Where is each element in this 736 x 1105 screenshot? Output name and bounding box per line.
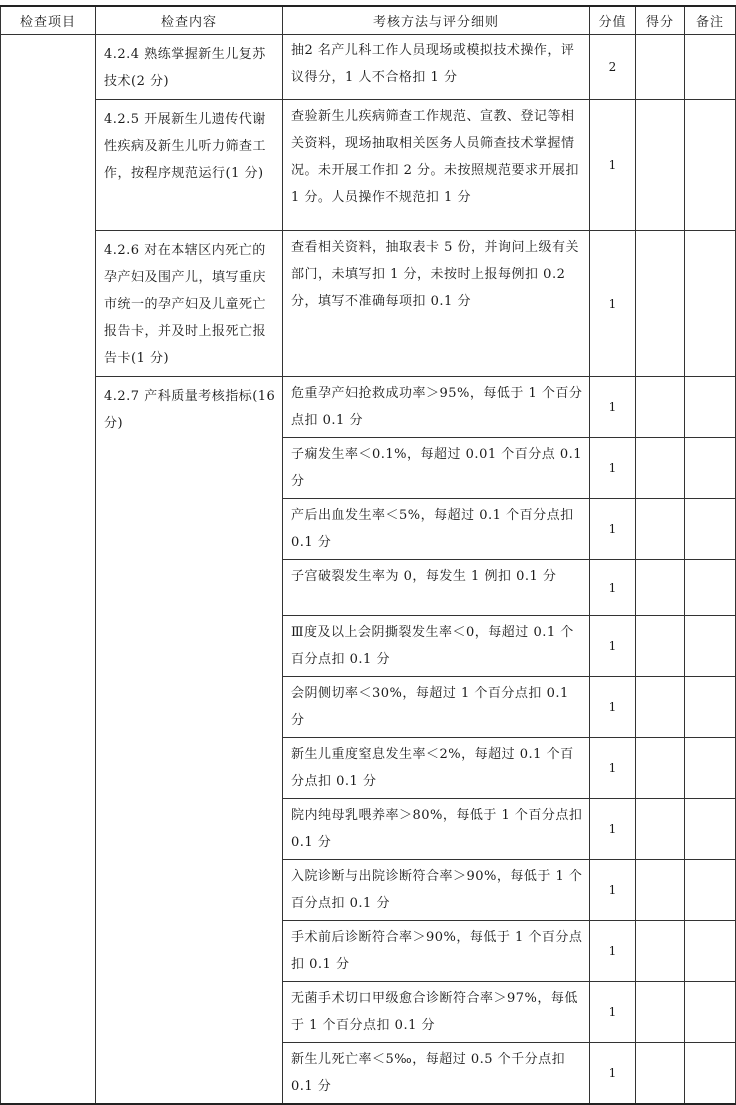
score-cell: 2 — [590, 35, 636, 100]
header-item: 检查项目 — [1, 6, 96, 35]
method-cell: 子痫发生率＜0.1%，每超过 0.01 个百分点 0.1 分 — [283, 438, 590, 499]
header-note: 备注 — [685, 6, 736, 35]
header-method: 考核方法与评分细则 — [283, 6, 590, 35]
got-score-cell[interactable] — [636, 377, 685, 438]
method-cell: 新生儿重度窒息发生率＜2%，每超过 0.1 个百分点扣 0.1 分 — [283, 738, 590, 799]
table-row — [1, 100, 736, 231]
content-cell: 4.2.4 熟练掌握新生儿复苏技术(2 分) — [96, 35, 283, 100]
header-row — [1, 6, 736, 35]
header-got: 得分 — [636, 6, 685, 35]
score-cell: 1 — [590, 921, 636, 982]
note-cell[interactable] — [685, 35, 736, 100]
got-score-cell[interactable] — [636, 677, 685, 738]
header-score: 分值 — [590, 6, 636, 35]
score-cell: 1 — [590, 377, 636, 438]
score-cell: 1 — [590, 1043, 636, 1105]
note-cell[interactable] — [685, 438, 736, 499]
method-cell: 查验新生儿疾病筛查工作规范、宣教、登记等相关资料，现场抽取相关医务人员筛查技术掌握情况。未开展工作扣 2 分。未按照规范要求开展扣 1 分。人员操作不规范扣 1 分 — [283, 100, 590, 231]
method-cell: 无菌手术切口甲级愈合诊断符合率＞97%，每低于 1 个百分点扣 0.1 分 — [283, 982, 590, 1043]
got-score-cell[interactable] — [636, 231, 685, 377]
note-cell[interactable] — [685, 921, 736, 982]
note-cell[interactable] — [685, 1043, 736, 1105]
got-score-cell[interactable] — [636, 1043, 685, 1105]
header-content: 检查内容 — [96, 6, 283, 35]
note-cell[interactable] — [685, 860, 736, 921]
note-cell[interactable] — [685, 499, 736, 560]
got-score-cell[interactable] — [636, 35, 685, 100]
score-cell: 1 — [590, 616, 636, 677]
score-cell: 1 — [590, 100, 636, 231]
note-cell[interactable] — [685, 616, 736, 677]
method-cell: 会阴侧切率＜30%，每超过 1 个百分点扣 0.1 分 — [283, 677, 590, 738]
score-cell: 1 — [590, 799, 636, 860]
method-cell: Ⅲ度及以上会阴撕裂发生率＜0，每超过 0.1 个百分点扣 0.1 分 — [283, 616, 590, 677]
evaluation-table — [0, 5, 736, 1105]
table-row — [1, 377, 736, 438]
method-cell: 查看相关资料，抽取表卡 5 份，并询问上级有关部门，未填写扣 1 分，未按时上报每例扣 0.2 分，填写不准确每项扣 0.1 分 — [283, 231, 590, 377]
method-cell: 危重孕产妇抢救成功率＞95%，每低于 1 个百分点扣 0.1 分 — [283, 377, 590, 438]
got-score-cell[interactable] — [636, 982, 685, 1043]
got-score-cell[interactable] — [636, 616, 685, 677]
score-cell: 1 — [590, 677, 636, 738]
method-cell: 抽2 名产儿科工作人员现场或模拟技术操作，评议得分，1 人不合格扣 1 分 — [283, 35, 590, 100]
content-cell: 4.2.7 产科质量考核指标(16 分) — [96, 377, 283, 1105]
got-score-cell[interactable] — [636, 100, 685, 231]
got-score-cell[interactable] — [636, 860, 685, 921]
score-cell: 1 — [590, 738, 636, 799]
method-cell: 入院诊断与出院诊断符合率＞90%，每低于 1 个百分点扣 0.1 分 — [283, 860, 590, 921]
table-row — [1, 231, 736, 377]
note-cell[interactable] — [685, 100, 736, 231]
method-cell: 新生儿死亡率＜5‰，每超过 0.5 个千分点扣 0.1 分 — [283, 1043, 590, 1105]
method-cell: 子宫破裂发生率为 0，每发生 1 例扣 0.1 分 — [283, 560, 590, 616]
note-cell[interactable] — [685, 377, 736, 438]
score-cell: 1 — [590, 860, 636, 921]
note-cell[interactable] — [685, 677, 736, 738]
note-cell[interactable] — [685, 982, 736, 1043]
got-score-cell[interactable] — [636, 499, 685, 560]
got-score-cell[interactable] — [636, 560, 685, 616]
got-score-cell[interactable] — [636, 438, 685, 499]
item-cell — [1, 35, 96, 1105]
table-body — [1, 35, 736, 1105]
method-cell: 院内纯母乳喂养率＞80%，每低于 1 个百分点扣 0.1 分 — [283, 799, 590, 860]
score-cell: 1 — [590, 499, 636, 560]
method-cell: 手术前后诊断符合率＞90%，每低于 1 个百分点扣 0.1 分 — [283, 921, 590, 982]
method-cell: 产后出血发生率＜5%，每超过 0.1 个百分点扣 0.1 分 — [283, 499, 590, 560]
note-cell[interactable] — [685, 799, 736, 860]
score-cell: 1 — [590, 438, 636, 499]
score-cell: 1 — [590, 982, 636, 1043]
content-cell: 4.2.6 对在本辖区内死亡的孕产妇及围产儿，填写重庆市统一的孕产妇及儿童死亡报告卡，并及时上报死亡报告卡(1 分) — [96, 231, 283, 377]
score-cell: 1 — [590, 231, 636, 377]
got-score-cell[interactable] — [636, 921, 685, 982]
score-cell: 1 — [590, 560, 636, 616]
note-cell[interactable] — [685, 560, 736, 616]
note-cell[interactable] — [685, 231, 736, 377]
note-cell[interactable] — [685, 738, 736, 799]
got-score-cell[interactable] — [636, 799, 685, 860]
content-cell: 4.2.5 开展新生儿遗传代谢性疾病及新生儿听力筛查工作，按程序规范运行(1 分) — [96, 100, 283, 231]
got-score-cell[interactable] — [636, 738, 685, 799]
table-row — [1, 35, 736, 100]
